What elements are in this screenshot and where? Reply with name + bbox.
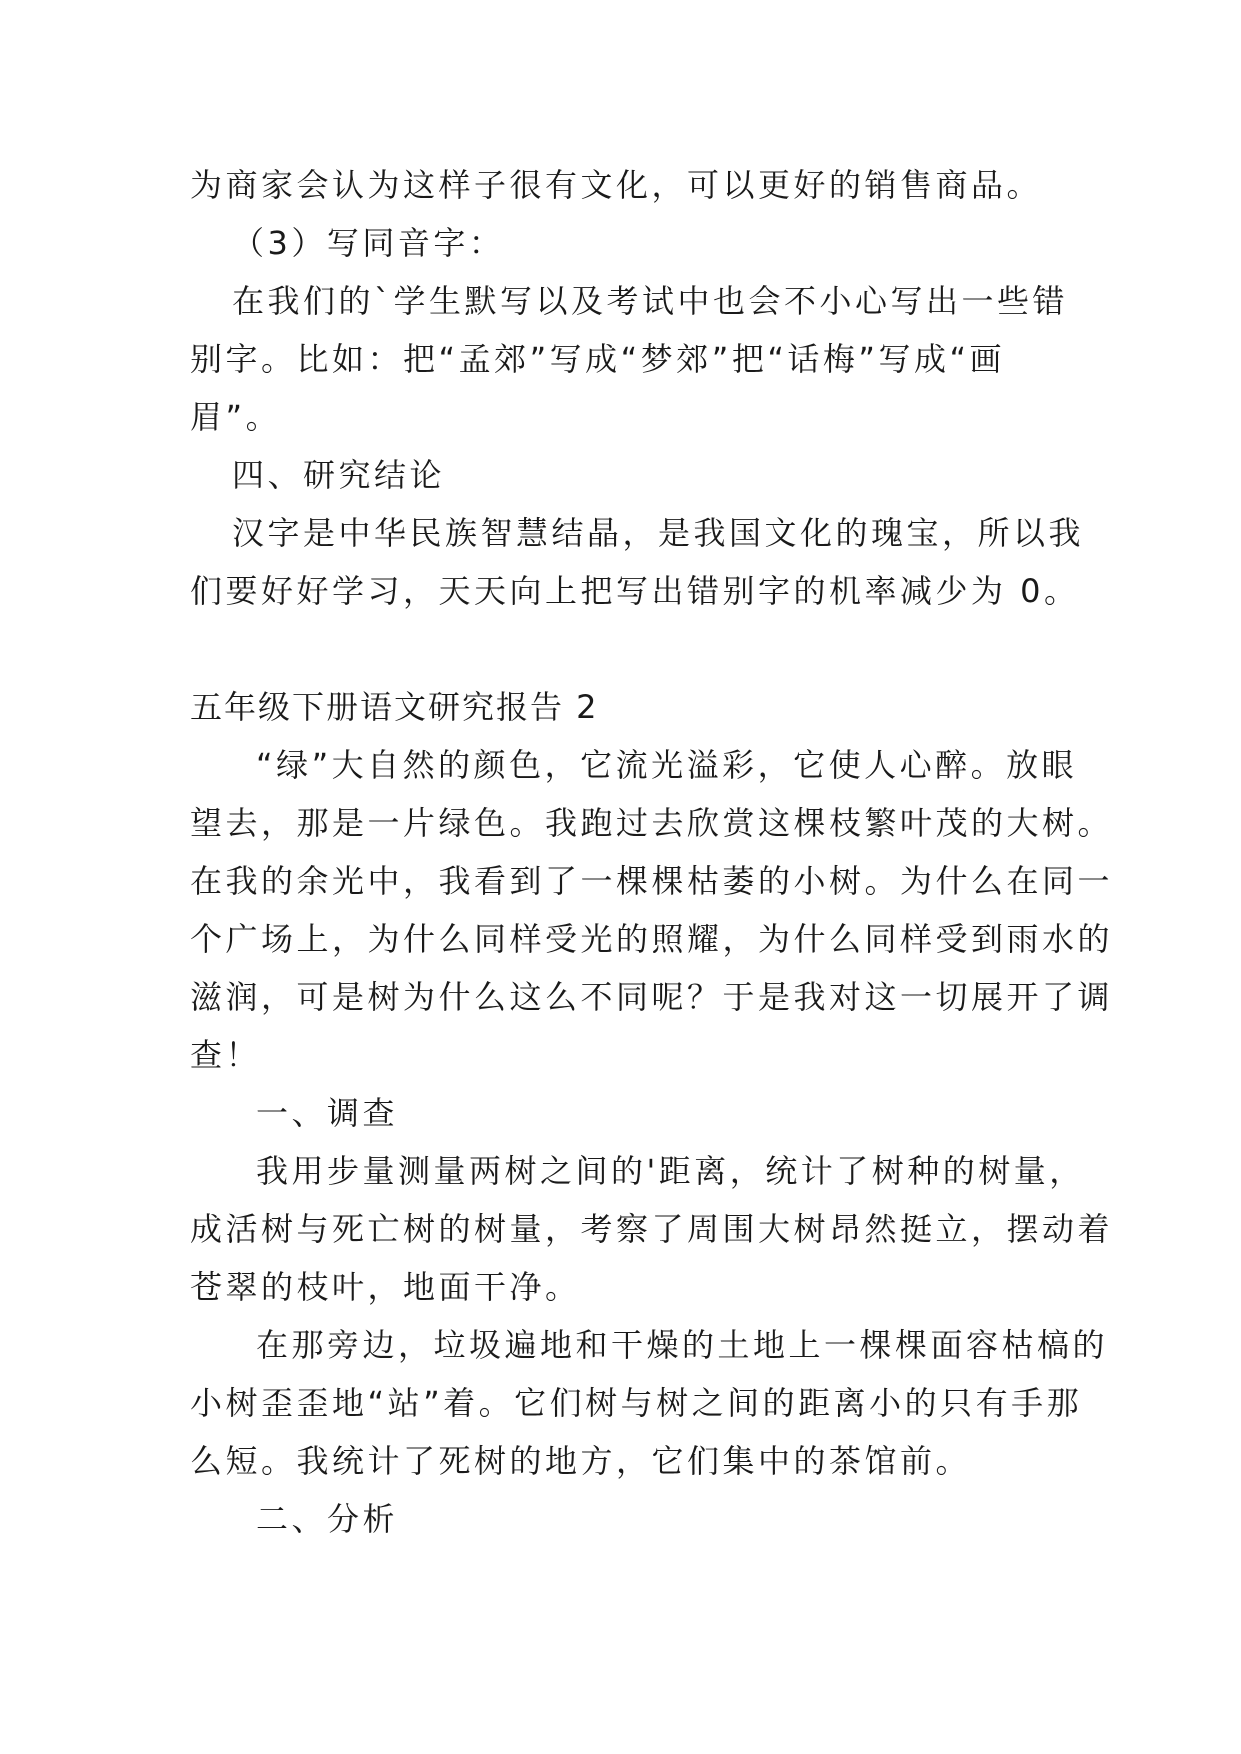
- paragraph-line: 在我的余光中，我看到了一棵棵枯萎的小树。为什么在同一: [190, 862, 1114, 900]
- paragraph-line: “绿”大自然的颜色，它流光溢彩，它使人心醉。放眼: [256, 746, 1078, 784]
- paragraph-line: 为商家会认为这样子很有文化，可以更好的销售商品。: [190, 166, 1043, 204]
- paragraph-line: 苍翠的枝叶，地面干净。: [190, 1268, 581, 1306]
- paragraph-line: 在我们的`学生默写以及考试中也会不小心写出一些错: [232, 282, 1069, 320]
- paragraph-line: 我用步量测量两树之间的'距离，统计了树种的树量，: [256, 1152, 1085, 1190]
- section-heading-analysis: 二、分析: [256, 1500, 399, 1538]
- paragraph-line: 望去，那是一片绿色。我跑过去欣赏这棵枝繁叶茂的大树。: [190, 804, 1114, 842]
- paragraph-line: 们要好好学习，天天向上把写出错别字的机率减少为 0。: [190, 572, 1080, 610]
- section-heading-conclusion: 四、研究结论: [232, 456, 446, 494]
- paragraph-line: 眉”。: [190, 398, 282, 436]
- paragraph-line: 成活树与死亡树的树量，考察了周围大树昂然挺立，摆动着: [190, 1210, 1114, 1248]
- section-heading-survey: 一、调查: [256, 1094, 399, 1132]
- subheading-homophones: （3）写同音字：: [232, 224, 505, 262]
- paragraph-line: 在那旁边，垃圾遍地和干燥的土地上一棵棵面容枯槁的: [256, 1326, 1109, 1364]
- paragraph-line: 汉字是中华民族智慧结晶，是我国文化的瑰宝，所以我: [232, 514, 1085, 552]
- paragraph-line: 滋润，可是树为什么这么不同呢？于是我对这一切展开了调: [190, 978, 1114, 1016]
- paragraph-line: 个广场上，为什么同样受光的照耀，为什么同样受到雨水的: [190, 920, 1114, 958]
- paragraph-line: 查！: [190, 1036, 262, 1074]
- paragraph-line: 小树歪歪地“站”着。它们树与树之间的距离小的只有手那: [190, 1384, 1083, 1422]
- paragraph-line: 别字。比如：把“孟郊”写成“梦郊”把“话梅”写成“画: [190, 340, 1006, 378]
- paragraph-line: 么短。我统计了死树的地方，它们集中的茶馆前。: [190, 1442, 972, 1480]
- report-title: 五年级下册语文研究报告 2: [190, 688, 599, 726]
